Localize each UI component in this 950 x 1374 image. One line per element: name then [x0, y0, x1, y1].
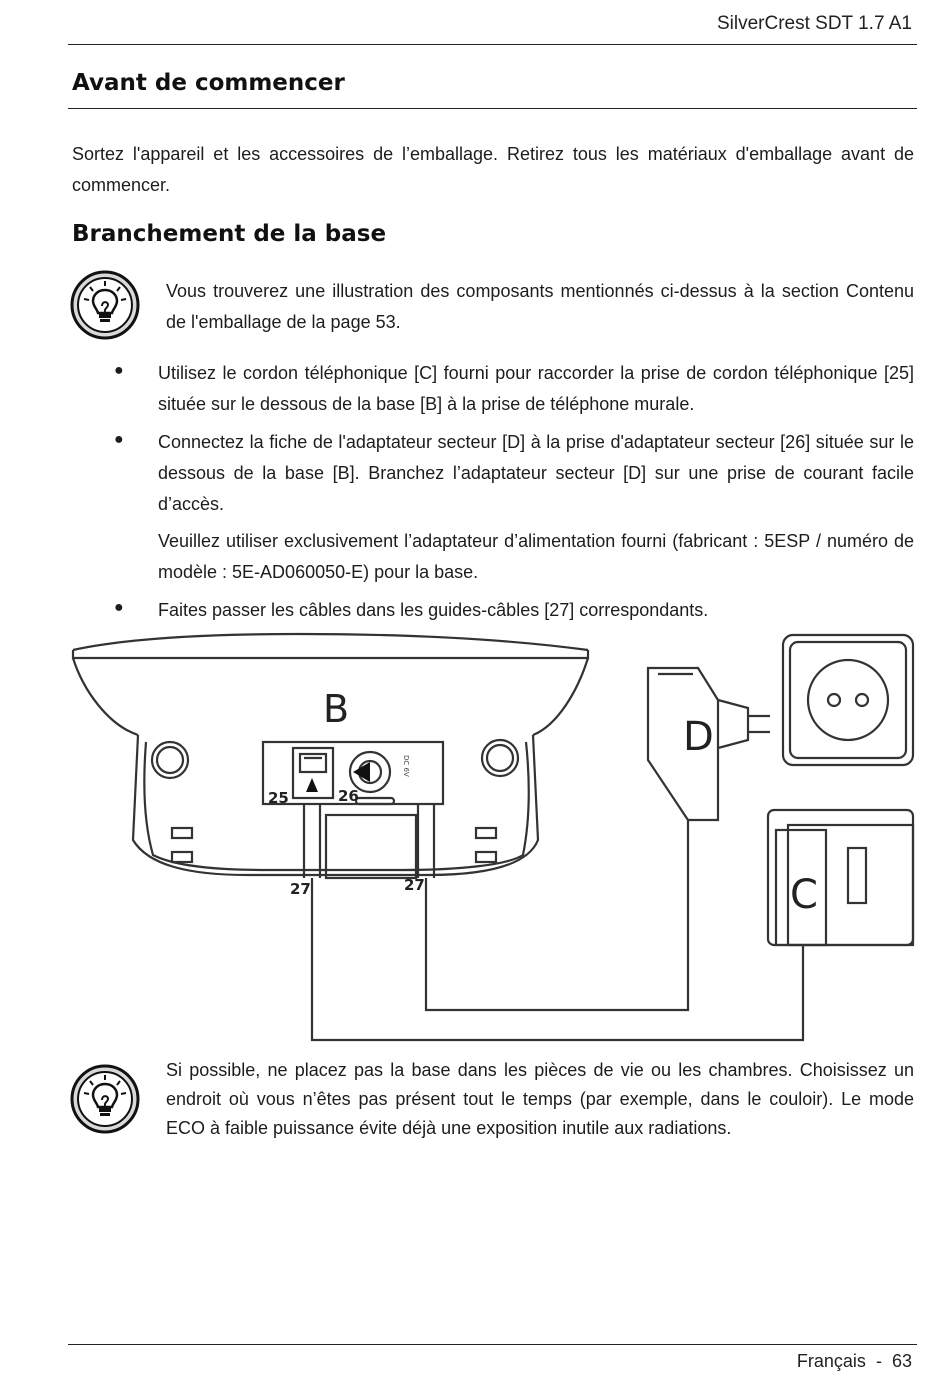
label-adapter: D	[683, 714, 714, 760]
bullet-dot: ●	[114, 362, 124, 379]
heading-divider	[68, 108, 917, 109]
label-27-right: 27	[404, 876, 425, 894]
adapter-note: Veuillez utiliser exclusivement l’adaptateur d’alimentation fourni (fabricant : 5ESP / numéro de modèle : 5E-AD060050-E) pour la base.	[158, 531, 914, 582]
heading-avant-de-commencer: Avant de commencer	[72, 70, 345, 96]
bullet-dot: ●	[114, 599, 124, 616]
label-25: 25	[268, 789, 289, 807]
label-27-left: 27	[290, 880, 311, 898]
bullet-dot: ●	[114, 431, 124, 448]
label-dc: DC 6V	[402, 755, 410, 777]
connection-diagram	[68, 630, 918, 1050]
bullet-cables: Faites passer les câbles dans les guides-câbles [27] correspondants.	[158, 600, 709, 620]
lightbulb-icon	[70, 270, 140, 340]
bullet-cordon: Utilisez le cordon téléphonique [C] fourni pour raccorder la prise de cordon téléphonique [25] située sur le dessous de la base [B] à la prise de téléphone murale.	[158, 363, 914, 414]
bullet-adaptateur: Connectez la fiche de l'adaptateur secteur [D] à la prise d'adaptateur secteur [26] située sur le dessous de la base [B]. Branchez l’adaptateur secteur [D] sur une prise de courant facile d’accès.	[158, 432, 914, 514]
label-base: B	[323, 687, 350, 731]
header-divider	[68, 44, 917, 45]
footer-language: Français	[796, 1351, 866, 1371]
label-26: 26	[338, 787, 359, 805]
label-cord: C	[790, 872, 818, 918]
footer-divider	[68, 1344, 917, 1345]
footer-separator: -	[875, 1351, 882, 1371]
tip-paragraph-2: Si possible, ne placez pas la base dans les pièces de vie ou les chambres. Choisissez un endroit où vous n’êtes pas présent tout le temps (par exemple, dans le couloir). Le mode ECO à faible puissance évite déjà une exposition inutile aux radiations.	[166, 1060, 914, 1138]
intro-paragraph: Sortez l'appareil et les accessoires de l’emballage. Retirez tous les matériaux d'emballage avant de commencer.	[72, 144, 914, 195]
page-footer	[797, 1351, 912, 1372]
lightbulb-icon	[70, 1064, 140, 1134]
heading-branchement-base: Branchement de la base	[72, 221, 387, 247]
tip-paragraph-1: Vous trouverez une illustration des composants mentionnés ci-dessus à la section Contenu de l'emballage de la page 53.	[166, 281, 914, 332]
page-number: 63	[891, 1351, 912, 1371]
running-header: SilverCrest SDT 1.7 A1	[716, 13, 912, 34]
